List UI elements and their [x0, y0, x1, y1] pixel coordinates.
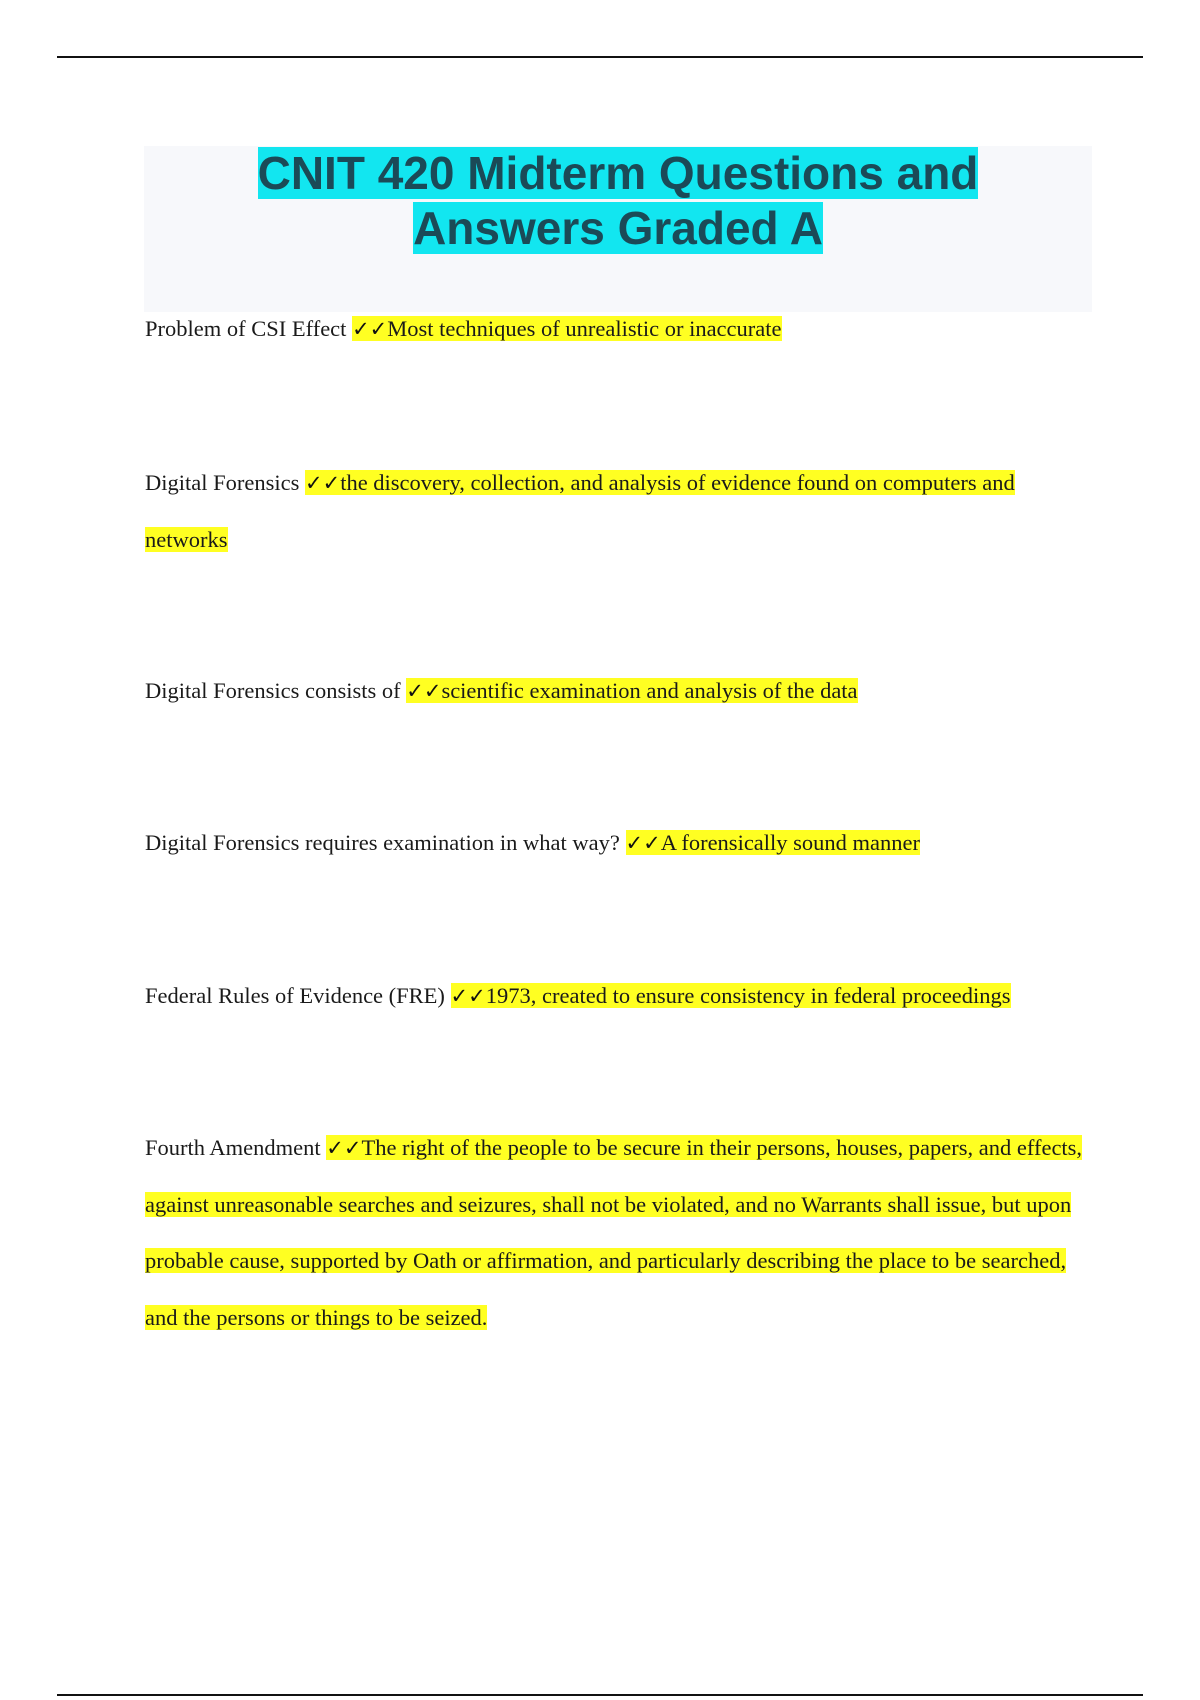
double-check-icon: ✓✓	[304, 471, 341, 495]
title-block	[144, 146, 1092, 312]
footer-rule	[57, 1694, 1143, 1696]
qa-term: Fourth Amendment	[145, 1135, 321, 1160]
qa-answer	[451, 983, 1011, 1008]
qa-answer-text: The right of the people to be secure in their persons, houses, papers, and effects, against unreasonable searches and seizures, shall not be violated, and no Warrants shall issue, but upon probable cause, supported by Oath or affirmation, and particularly describing the place to be searched, and the persons or things to be seized.	[145, 1135, 1083, 1330]
double-check-icon: ✓✓	[625, 831, 661, 855]
qa-item-fre	[145, 968, 1085, 1025]
double-check-icon: ✓✓	[406, 679, 442, 703]
qa-item-fourth-amendment	[145, 1120, 1085, 1346]
double-check-icon: ✓✓	[450, 984, 486, 1008]
qa-item-csi-effect	[145, 301, 1085, 358]
qa-answer	[406, 678, 857, 703]
document-title	[144, 146, 1092, 256]
double-check-icon: ✓✓	[352, 317, 388, 341]
double-check-icon: ✓✓	[326, 1136, 362, 1160]
qa-answer-text: scientific examination and analysis of the data	[441, 678, 858, 703]
qa-item-digital-forensics	[145, 455, 1085, 568]
qa-answer	[626, 830, 921, 855]
qa-answer-text: Most techniques of unrealistic or inaccurate	[387, 316, 782, 341]
title-line-2: Answers Graded A	[413, 202, 823, 254]
qa-answer-text: A forensically sound manner	[660, 830, 921, 855]
header-rule	[57, 56, 1143, 58]
qa-term: Digital Forensics	[145, 470, 300, 495]
qa-answer-text: the discovery, collection, and analysis of evidence found on computers and networks	[145, 470, 1015, 552]
qa-item-examination-way	[145, 815, 1085, 872]
qa-item-consists-of	[145, 663, 1085, 720]
qa-answer-text: 1973, created to ensure consistency in federal proceedings	[485, 983, 1011, 1008]
qa-answer	[352, 316, 781, 341]
qa-term: Digital Forensics consists of	[145, 678, 401, 703]
title-line-1: CNIT 420 Midterm Questions and	[257, 147, 979, 199]
qa-term: Digital Forensics requires examination in what way?	[145, 830, 620, 855]
qa-term: Problem of CSI Effect	[145, 316, 347, 341]
qa-answer	[145, 1135, 1082, 1330]
qa-term: Federal Rules of Evidence (FRE)	[145, 983, 445, 1008]
